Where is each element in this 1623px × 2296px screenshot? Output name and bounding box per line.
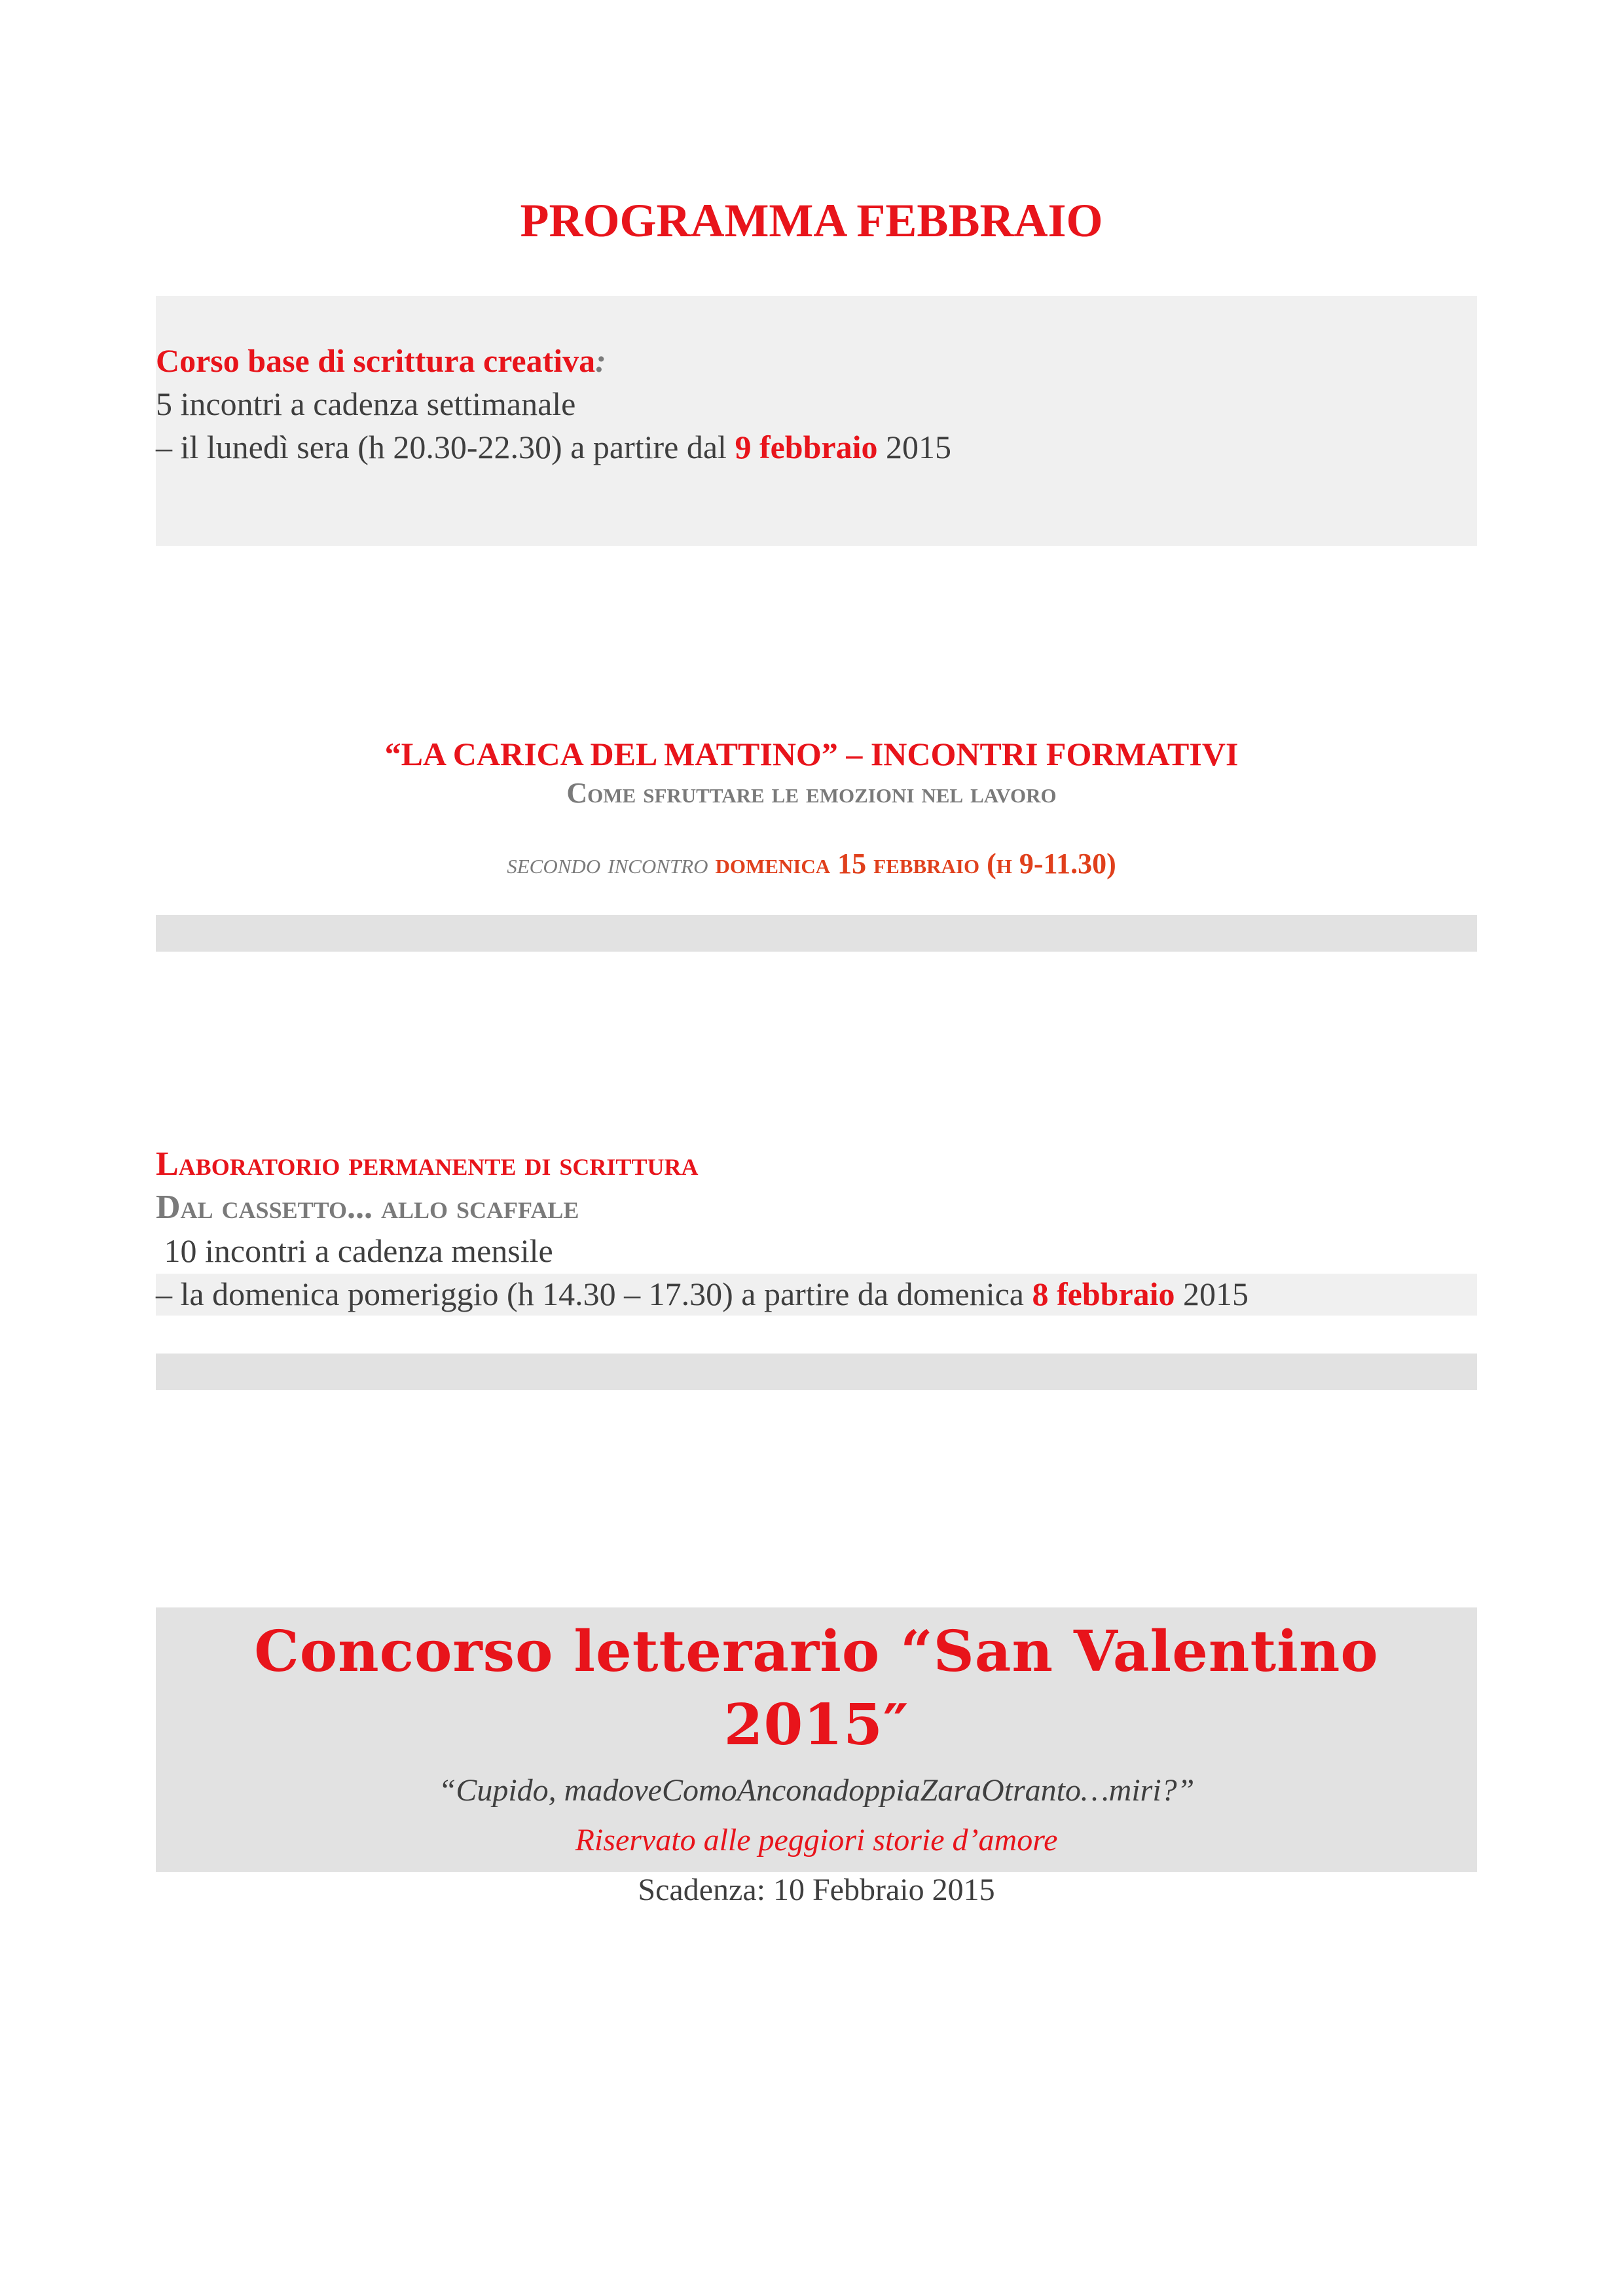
course-section xyxy=(156,339,951,469)
course-line2 xyxy=(156,425,951,469)
morning-date xyxy=(0,846,1623,882)
lab-divider-bar xyxy=(156,1354,1477,1390)
lab-heading: Laboratorio permanente di scrittura xyxy=(156,1145,699,1183)
course-line2-suffix: 2015 xyxy=(877,429,951,465)
morning-date-prefix: secondo incontro xyxy=(507,848,716,880)
lab-section xyxy=(156,1143,1249,1316)
morning-date-main: domenica 15 febbraio (h 9-11.30) xyxy=(715,848,1116,880)
course-heading xyxy=(156,339,951,382)
lab-subheading: Dal cassetto... allo scaffale xyxy=(156,1189,579,1226)
course-line2-prefix: – il lunedì sera (h 20.30-22.30) a partire dal xyxy=(156,429,735,465)
contest-quote: “Cupido, madoveComoAnconadoppiaZaraOtranto…miri?” xyxy=(438,1773,1195,1808)
lab-line2-suffix: 2015 xyxy=(1175,1276,1249,1312)
contest-deadline: Scadenza: 10 Febbraio 2015 xyxy=(638,1873,995,1907)
morning-section xyxy=(0,733,1623,882)
morning-subtitle: Come sfruttare le emozioni nel lavoro xyxy=(566,777,1057,809)
course-heading-colon: : xyxy=(595,342,606,379)
contest-title: Concorso letterario “San Valentino 2015″ xyxy=(254,1619,1379,1758)
course-line1: 5 incontri a cadenza settimanale xyxy=(156,386,576,422)
contest-section xyxy=(156,1607,1477,1915)
page-title: PROGRAMMA FEBBRAIO xyxy=(520,194,1103,247)
morning-title: “LA CARICA DEL MATTINO” – INCONTRI FORMATIVI xyxy=(384,736,1239,772)
morning-divider-bar xyxy=(156,915,1477,952)
lab-date: 8 febbraio xyxy=(1032,1276,1175,1312)
course-heading-text: Corso base di scrittura creativa xyxy=(156,342,596,379)
contest-reserved: Riservato alle peggiori storie d’amore xyxy=(575,1823,1058,1857)
lab-line2-prefix: – la domenica pomeriggio (h 14.30 – 17.30) a partire da domenica xyxy=(156,1276,1032,1312)
lab-line1: 10 incontri a cadenza mensile xyxy=(156,1232,553,1269)
course-date: 9 febbraio xyxy=(735,429,878,465)
lab-line2 xyxy=(156,1272,1249,1316)
